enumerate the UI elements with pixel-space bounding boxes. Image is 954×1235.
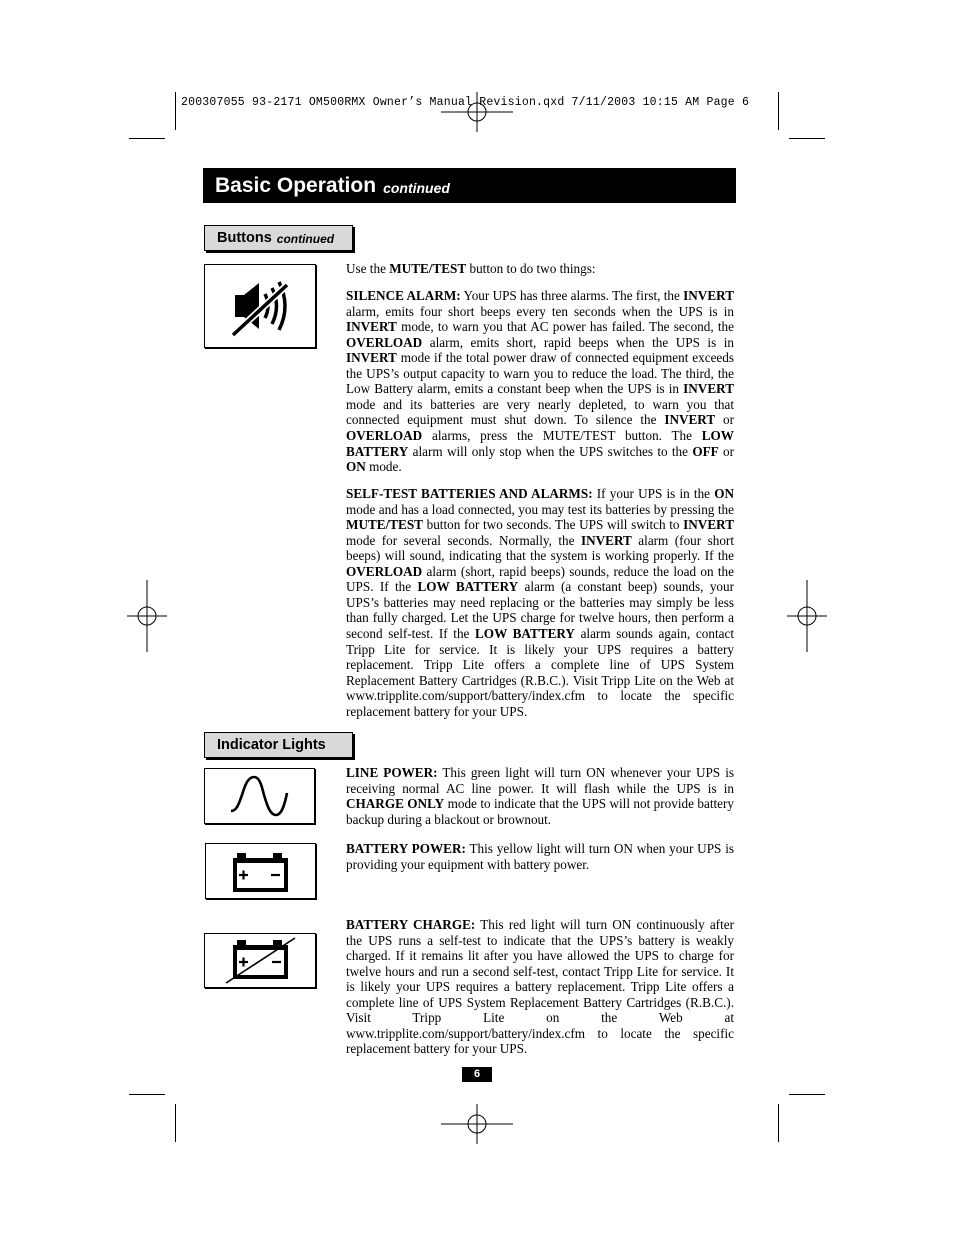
page-subtitle: continued [383, 180, 450, 196]
battery-slash-icon [205, 934, 315, 987]
buttons-section-title: Buttons [217, 230, 272, 246]
indicator-lights-section-tab [204, 732, 353, 758]
crop-mark [129, 138, 165, 139]
crop-mark [175, 1104, 176, 1142]
buttons-body-text [346, 261, 734, 731]
registration-mark-icon [127, 580, 167, 652]
line-power-icon-box [204, 768, 315, 824]
registration-mark-icon [441, 92, 513, 132]
mute-icon-box [204, 264, 316, 348]
battery-charge-paragraph: BATTERY CHARGE: This red light will turn ON continuously after the UPS runs a self-test to indicate that the UPS’s battery is weakly charged. If it remains lit after you have allowed the UPS to charge for twelve hours and run a second self-test, contact Tripp Lite for service. It is likely your UPS requires a battery replacement. Tripp Lite offers a complete line of UPS System Replacement Battery Cartridges (R.B.C.). Visit Tripp Lite on the Web at www.tripplite.com/support/battery/index.cfm to locate the specific replacement battery for your UPS. [346, 917, 734, 1057]
mute-test-intro: Use the MUTE/TEST button to do two things: [346, 261, 596, 276]
crop-mark [129, 1094, 165, 1095]
buttons-section-subtitle: continued [276, 231, 335, 246]
silence-alarm-paragraph: SILENCE ALARM: Your UPS has three alarms. The first, the INVERT alarm, emits four short beeps every ten seconds when the UPS is in INVERT mode, to warn you that AC power has failed. The second, the OVERLOAD alarm, emits short, rapid beeps when the UPS is in INVERT mode if the total power draw of connected equipment exceeds the UPS’s output capacity to warn you to reduce the load. The third, the Low Battery alarm, emits a constant beep when the UPS is in INVERT mode and its batteries are very nearly depleted, to warn you that connected equipment must shut down. To silence the INVERT or OVERLOAD alarms, press the MUTE/TEST button. The LOW BATTERY alarm will only stop when the UPS switches to the OFF or ON mode. [346, 288, 734, 475]
crop-mark [778, 92, 779, 130]
self-test-paragraph: SELF-TEST BATTERIES AND ALARMS: If your UPS is in the ON mode and has a load connected, you may test its batteries by pressing the MUTE/TEST button for two seconds. The UPS will switch to INVERT mode for several seconds. Normally, the INVERT alarm (four short beeps) will sound, indicating that the system is working properly. If the OVERLOAD alarm (short, rapid beeps) sounds, reduce the load on the UPS. If the LOW BATTERY alarm (a constant beep) sounds, your UPS’s batteries may need replacing or the batteries may simply be less than fully charged. Let the UPS charge for twelve hours, then perform a second self-test. If the LOW BATTERY alarm sounds again, contact Tripp Lite for service. It is likely your UPS requires a battery replacement. Tripp Lite offers a complete line of UPS System Replacement Battery Cartridges (R.B.C.). Visit Tripp Lite on the Web at www.tripplite.com/support/battery/index.cfm to locate the specific replacement battery for your UPS. [346, 486, 734, 719]
battery-icon [206, 844, 315, 898]
speaker-mute-icon [205, 265, 315, 347]
crop-mark [175, 92, 176, 130]
battery-charge-icon-box [204, 933, 316, 988]
page-title: Basic Operation [215, 173, 377, 197]
battery-power-icon-box [205, 843, 316, 899]
registration-mark-icon [441, 1104, 513, 1144]
line-power-text [346, 765, 734, 839]
crop-mark [778, 1104, 779, 1142]
battery-power-text [346, 841, 734, 884]
section-header [203, 168, 736, 203]
sine-wave-icon [205, 769, 314, 823]
page-number: 6 [462, 1067, 492, 1082]
battery-charge-text [346, 917, 734, 1068]
line-power-paragraph: LINE POWER: This green light will turn ON whenever your UPS is receiving normal AC line power. It will flash while the UPS is in CHARGE ONLY mode to indicate that the UPS will not provide battery backup during a blackout or brownout. [346, 765, 734, 827]
print-slug-line: 200307055 93-2171 OM500RMX Owner’s Manual Revision.qxd 7/11/2003 10:15 AM Page 6 [181, 96, 750, 109]
crop-mark [789, 1094, 825, 1095]
indicator-lights-title: Indicator Lights [217, 737, 326, 753]
buttons-section-tab [204, 225, 353, 251]
battery-power-paragraph: BATTERY POWER: This yellow light will turn ON when your UPS is providing your equipment with battery power. [346, 841, 734, 872]
registration-mark-icon [787, 580, 827, 652]
crop-mark [789, 138, 825, 139]
